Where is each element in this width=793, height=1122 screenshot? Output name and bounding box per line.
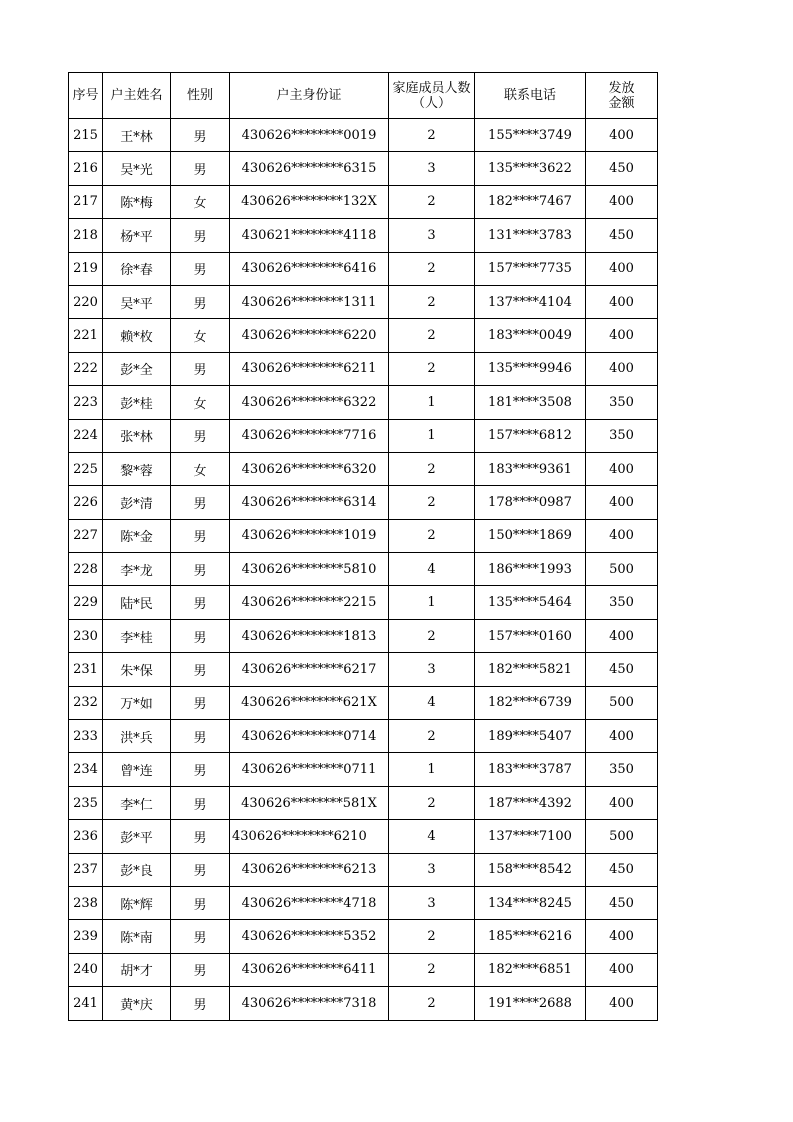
cell-phone: 157****6812 bbox=[475, 419, 586, 452]
cell-seq: 225 bbox=[69, 452, 103, 485]
cell-sex: 男 bbox=[171, 519, 230, 552]
cell-amount: 500 bbox=[586, 820, 658, 853]
cell-family-size: 2 bbox=[389, 786, 475, 819]
cell-phone: 155****3749 bbox=[475, 119, 586, 152]
cell-seq: 237 bbox=[69, 853, 103, 886]
table-row bbox=[69, 252, 658, 285]
cell-amount: 400 bbox=[586, 319, 658, 352]
cell-sex: 男 bbox=[171, 419, 230, 452]
cell-householder-name: 彭*平 bbox=[103, 820, 171, 853]
cell-phone: 178****0987 bbox=[475, 486, 586, 519]
cell-householder-id: 430626********1813 bbox=[230, 619, 389, 652]
cell-householder-name: 万*如 bbox=[103, 686, 171, 719]
table-row bbox=[69, 386, 658, 419]
cell-householder-name: 李*仁 bbox=[103, 786, 171, 819]
cell-phone: 135****5464 bbox=[475, 586, 586, 619]
cell-family-size: 2 bbox=[389, 185, 475, 218]
cell-householder-id: 430626********4718 bbox=[230, 886, 389, 919]
cell-seq: 227 bbox=[69, 519, 103, 552]
table-row bbox=[69, 920, 658, 953]
cell-phone: 183****0049 bbox=[475, 319, 586, 352]
cell-householder-id: 430626********0711 bbox=[230, 753, 389, 786]
cell-householder-id: 430626********5352 bbox=[230, 920, 389, 953]
cell-amount: 400 bbox=[586, 786, 658, 819]
cell-householder-id: 430626********6416 bbox=[230, 252, 389, 285]
cell-seq: 230 bbox=[69, 619, 103, 652]
table-row bbox=[69, 219, 658, 252]
cell-family-size: 3 bbox=[389, 886, 475, 919]
cell-amount: 350 bbox=[586, 586, 658, 619]
cell-sex: 男 bbox=[171, 987, 230, 1020]
cell-householder-name: 彭*清 bbox=[103, 486, 171, 519]
cell-seq: 219 bbox=[69, 252, 103, 285]
header-amount-line1: 发放 bbox=[608, 80, 635, 96]
cell-householder-id: 430626********7716 bbox=[230, 419, 389, 452]
cell-family-size: 2 bbox=[389, 987, 475, 1020]
cell-householder-id: 430626********0019 bbox=[230, 119, 389, 152]
table-row bbox=[69, 486, 658, 519]
cell-family-size: 3 bbox=[389, 219, 475, 252]
cell-seq: 235 bbox=[69, 786, 103, 819]
table-row bbox=[69, 185, 658, 218]
cell-seq: 232 bbox=[69, 686, 103, 719]
cell-seq: 234 bbox=[69, 753, 103, 786]
cell-sex: 男 bbox=[171, 686, 230, 719]
table-body bbox=[69, 119, 658, 1021]
cell-phone: 182****6739 bbox=[475, 686, 586, 719]
table-row bbox=[69, 553, 658, 586]
cell-phone: 134****8245 bbox=[475, 886, 586, 919]
cell-family-size: 2 bbox=[389, 119, 475, 152]
cell-amount: 500 bbox=[586, 553, 658, 586]
cell-seq: 239 bbox=[69, 920, 103, 953]
cell-householder-id: 430626********621X bbox=[230, 686, 389, 719]
cell-householder-id: 430626********6217 bbox=[230, 653, 389, 686]
cell-sex: 男 bbox=[171, 653, 230, 686]
cell-householder-name: 洪*兵 bbox=[103, 720, 171, 753]
cell-phone: 191****2688 bbox=[475, 987, 586, 1020]
table-row bbox=[69, 886, 658, 919]
cell-phone: 183****3787 bbox=[475, 753, 586, 786]
cell-amount: 350 bbox=[586, 386, 658, 419]
cell-family-size: 4 bbox=[389, 553, 475, 586]
table-row bbox=[69, 352, 658, 385]
cell-phone: 135****3622 bbox=[475, 152, 586, 185]
cell-phone: 182****6851 bbox=[475, 953, 586, 986]
cell-phone: 157****0160 bbox=[475, 619, 586, 652]
table-row bbox=[69, 119, 658, 152]
cell-family-size: 4 bbox=[389, 820, 475, 853]
header-family-size-line2: （人） bbox=[411, 95, 451, 111]
cell-householder-name: 李*桂 bbox=[103, 619, 171, 652]
cell-householder-name: 李*龙 bbox=[103, 553, 171, 586]
table-row bbox=[69, 319, 658, 352]
cell-phone: 185****6216 bbox=[475, 920, 586, 953]
cell-amount: 400 bbox=[586, 519, 658, 552]
cell-amount: 450 bbox=[586, 152, 658, 185]
cell-family-size: 2 bbox=[389, 920, 475, 953]
cell-householder-id: 430626********6411 bbox=[230, 953, 389, 986]
cell-sex: 女 bbox=[171, 185, 230, 218]
cell-family-size: 1 bbox=[389, 419, 475, 452]
cell-householder-id: 430626********7318 bbox=[230, 987, 389, 1020]
cell-seq: 216 bbox=[69, 152, 103, 185]
cell-householder-name: 陆*民 bbox=[103, 586, 171, 619]
cell-seq: 221 bbox=[69, 319, 103, 352]
cell-householder-name: 杨*平 bbox=[103, 219, 171, 252]
cell-seq: 236 bbox=[69, 820, 103, 853]
cell-amount: 400 bbox=[586, 119, 658, 152]
cell-sex: 男 bbox=[171, 486, 230, 519]
cell-family-size: 3 bbox=[389, 853, 475, 886]
cell-householder-name: 陈*南 bbox=[103, 920, 171, 953]
cell-householder-id: 430621********4118 bbox=[230, 219, 389, 252]
cell-amount: 400 bbox=[586, 619, 658, 652]
cell-seq: 226 bbox=[69, 486, 103, 519]
cell-sex: 男 bbox=[171, 119, 230, 152]
cell-amount: 400 bbox=[586, 486, 658, 519]
cell-amount: 450 bbox=[586, 219, 658, 252]
cell-householder-name: 徐*春 bbox=[103, 252, 171, 285]
cell-seq: 220 bbox=[69, 285, 103, 318]
cell-sex: 女 bbox=[171, 386, 230, 419]
cell-seq: 224 bbox=[69, 419, 103, 452]
cell-family-size: 2 bbox=[389, 352, 475, 385]
cell-seq: 223 bbox=[69, 386, 103, 419]
cell-phone: 183****9361 bbox=[475, 452, 586, 485]
table-row bbox=[69, 753, 658, 786]
cell-householder-id: 430626********6315 bbox=[230, 152, 389, 185]
cell-householder-name: 朱*保 bbox=[103, 653, 171, 686]
cell-amount: 400 bbox=[586, 987, 658, 1020]
header-sex: 性别 bbox=[171, 73, 230, 119]
cell-householder-name: 吴*平 bbox=[103, 285, 171, 318]
cell-householder-name: 胡*才 bbox=[103, 953, 171, 986]
cell-family-size: 2 bbox=[389, 519, 475, 552]
table-row bbox=[69, 953, 658, 986]
header-family-size bbox=[389, 73, 475, 119]
cell-family-size: 2 bbox=[389, 619, 475, 652]
cell-householder-id: 430626********6314 bbox=[230, 486, 389, 519]
table-row bbox=[69, 820, 658, 853]
header-amount bbox=[586, 73, 658, 119]
cell-sex: 男 bbox=[171, 219, 230, 252]
cell-amount: 400 bbox=[586, 452, 658, 485]
cell-householder-name: 吴*光 bbox=[103, 152, 171, 185]
cell-sex: 男 bbox=[171, 886, 230, 919]
cell-householder-id: 430626********6322 bbox=[230, 386, 389, 419]
cell-amount: 350 bbox=[586, 419, 658, 452]
cell-seq: 240 bbox=[69, 953, 103, 986]
cell-family-size: 2 bbox=[389, 953, 475, 986]
cell-householder-name: 彭*良 bbox=[103, 853, 171, 886]
cell-sex: 男 bbox=[171, 953, 230, 986]
cell-phone: 150****1869 bbox=[475, 519, 586, 552]
cell-family-size: 2 bbox=[389, 319, 475, 352]
header-householder-id: 户主身份证 bbox=[230, 73, 389, 119]
cell-sex: 男 bbox=[171, 553, 230, 586]
table-row bbox=[69, 285, 658, 318]
table-row bbox=[69, 452, 658, 485]
cell-family-size: 3 bbox=[389, 152, 475, 185]
cell-householder-name: 赖*枚 bbox=[103, 319, 171, 352]
cell-family-size: 1 bbox=[389, 753, 475, 786]
cell-phone: 181****3508 bbox=[475, 386, 586, 419]
cell-householder-id: 430626********1311 bbox=[230, 285, 389, 318]
cell-seq: 217 bbox=[69, 185, 103, 218]
household-subsidy-table bbox=[68, 72, 658, 1021]
cell-sex: 男 bbox=[171, 920, 230, 953]
cell-seq: 229 bbox=[69, 586, 103, 619]
cell-family-size: 2 bbox=[389, 486, 475, 519]
cell-seq: 241 bbox=[69, 987, 103, 1020]
cell-sex: 男 bbox=[171, 820, 230, 853]
cell-family-size: 2 bbox=[389, 452, 475, 485]
cell-amount: 400 bbox=[586, 252, 658, 285]
cell-seq: 215 bbox=[69, 119, 103, 152]
table-row bbox=[69, 619, 658, 652]
cell-householder-id: 430626********5810 bbox=[230, 553, 389, 586]
cell-seq: 228 bbox=[69, 553, 103, 586]
cell-amount: 400 bbox=[586, 185, 658, 218]
cell-sex: 男 bbox=[171, 786, 230, 819]
cell-phone: 137****7100 bbox=[475, 820, 586, 853]
cell-householder-name: 彭*全 bbox=[103, 352, 171, 385]
cell-family-size: 2 bbox=[389, 285, 475, 318]
cell-householder-id: 430626********6320 bbox=[230, 452, 389, 485]
cell-amount: 450 bbox=[586, 653, 658, 686]
cell-phone: 187****4392 bbox=[475, 786, 586, 819]
cell-seq: 233 bbox=[69, 720, 103, 753]
cell-householder-id: 430626********2215 bbox=[230, 586, 389, 619]
cell-family-size: 3 bbox=[389, 653, 475, 686]
cell-householder-id: 430626********581X bbox=[230, 786, 389, 819]
cell-householder-name: 彭*桂 bbox=[103, 386, 171, 419]
cell-family-size: 2 bbox=[389, 720, 475, 753]
cell-sex: 男 bbox=[171, 152, 230, 185]
cell-family-size: 4 bbox=[389, 686, 475, 719]
cell-amount: 400 bbox=[586, 920, 658, 953]
table-row bbox=[69, 519, 658, 552]
cell-phone: 182****5821 bbox=[475, 653, 586, 686]
cell-sex: 女 bbox=[171, 319, 230, 352]
header-phone: 联系电话 bbox=[475, 73, 586, 119]
cell-seq: 218 bbox=[69, 219, 103, 252]
cell-householder-id: 430626********6220 bbox=[230, 319, 389, 352]
cell-householder-id: 430626********6213 bbox=[230, 853, 389, 886]
table-row bbox=[69, 653, 658, 686]
table-row bbox=[69, 987, 658, 1020]
cell-householder-name: 黎*蓉 bbox=[103, 452, 171, 485]
cell-family-size: 1 bbox=[389, 386, 475, 419]
table-row bbox=[69, 419, 658, 452]
cell-householder-id: 430626********132X bbox=[230, 185, 389, 218]
cell-householder-name: 张*林 bbox=[103, 419, 171, 452]
cell-amount: 400 bbox=[586, 720, 658, 753]
cell-sex: 男 bbox=[171, 285, 230, 318]
cell-family-size: 2 bbox=[389, 252, 475, 285]
cell-householder-id: 430626********6211 bbox=[230, 352, 389, 385]
header-amount-line2: 金额 bbox=[608, 95, 635, 111]
cell-seq: 231 bbox=[69, 653, 103, 686]
cell-sex: 男 bbox=[171, 352, 230, 385]
cell-seq: 222 bbox=[69, 352, 103, 385]
table-row bbox=[69, 152, 658, 185]
cell-householder-id: 430626********1019 bbox=[230, 519, 389, 552]
cell-amount: 500 bbox=[586, 686, 658, 719]
cell-householder-name: 陈*梅 bbox=[103, 185, 171, 218]
cell-phone: 137****4104 bbox=[475, 285, 586, 318]
table-row bbox=[69, 586, 658, 619]
cell-amount: 400 bbox=[586, 953, 658, 986]
cell-sex: 女 bbox=[171, 452, 230, 485]
cell-amount: 450 bbox=[586, 853, 658, 886]
cell-phone: 189****5407 bbox=[475, 720, 586, 753]
table-row bbox=[69, 853, 658, 886]
cell-amount: 400 bbox=[586, 285, 658, 318]
cell-householder-name: 黄*庆 bbox=[103, 987, 171, 1020]
cell-householder-id: 430626********6210 bbox=[230, 820, 389, 853]
cell-phone: 186****1993 bbox=[475, 553, 586, 586]
table-row bbox=[69, 720, 658, 753]
cell-householder-name: 曾*连 bbox=[103, 753, 171, 786]
cell-householder-name: 王*林 bbox=[103, 119, 171, 152]
cell-phone: 158****8542 bbox=[475, 853, 586, 886]
cell-sex: 男 bbox=[171, 753, 230, 786]
header-householder-name: 户主姓名 bbox=[103, 73, 171, 119]
cell-seq: 238 bbox=[69, 886, 103, 919]
header-seq: 序号 bbox=[69, 73, 103, 119]
table-row bbox=[69, 786, 658, 819]
cell-householder-name: 陈*金 bbox=[103, 519, 171, 552]
cell-sex: 男 bbox=[171, 252, 230, 285]
cell-sex: 男 bbox=[171, 619, 230, 652]
cell-sex: 男 bbox=[171, 853, 230, 886]
cell-householder-id: 430626********0714 bbox=[230, 720, 389, 753]
cell-amount: 450 bbox=[586, 886, 658, 919]
cell-phone: 131****3783 bbox=[475, 219, 586, 252]
header-family-size-line1: 家庭成员人数 bbox=[392, 80, 471, 96]
cell-amount: 400 bbox=[586, 352, 658, 385]
cell-phone: 135****9946 bbox=[475, 352, 586, 385]
table-row bbox=[69, 686, 658, 719]
cell-phone: 157****7735 bbox=[475, 252, 586, 285]
table-header-row bbox=[69, 73, 658, 119]
cell-sex: 男 bbox=[171, 720, 230, 753]
cell-family-size: 1 bbox=[389, 586, 475, 619]
cell-householder-name: 陈*辉 bbox=[103, 886, 171, 919]
cell-phone: 182****7467 bbox=[475, 185, 586, 218]
cell-sex: 男 bbox=[171, 586, 230, 619]
cell-amount: 350 bbox=[586, 753, 658, 786]
